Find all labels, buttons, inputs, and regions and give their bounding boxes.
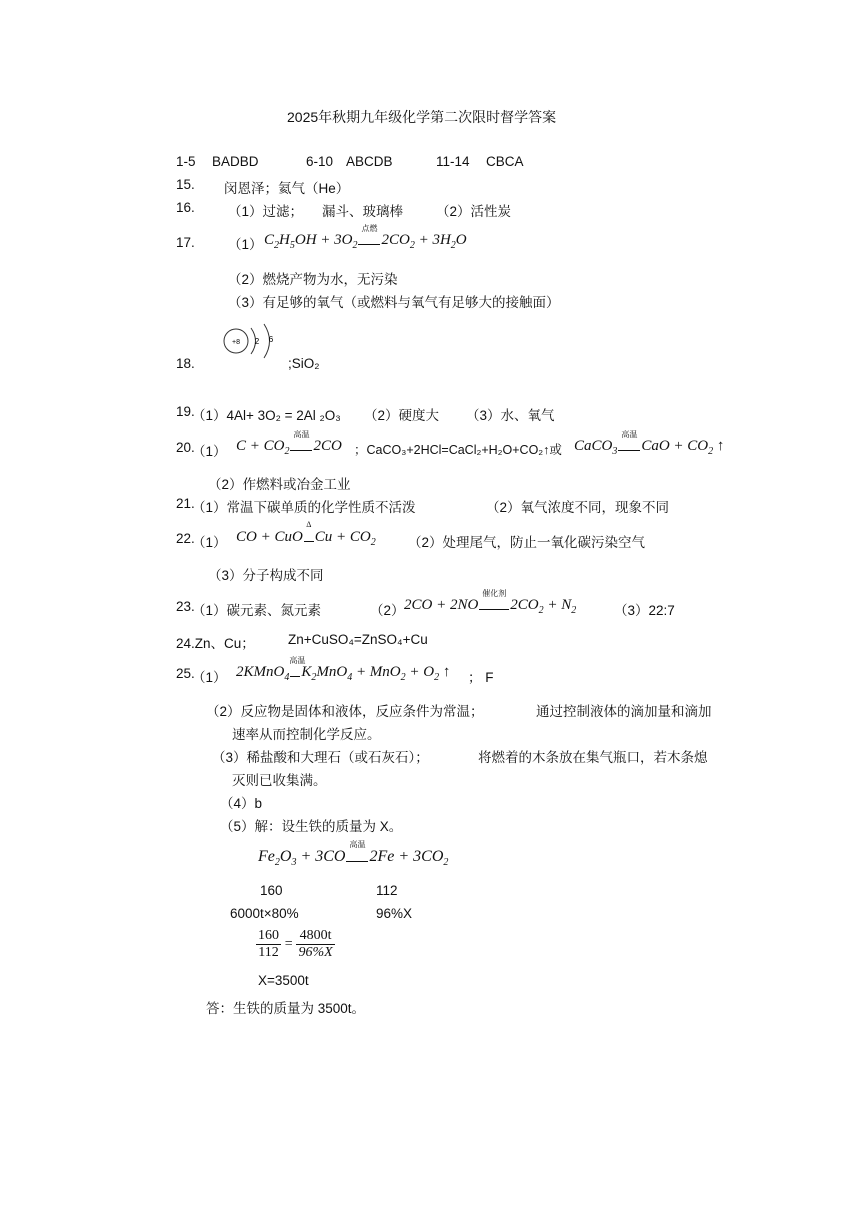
q17-condition: 点燃 xyxy=(361,224,378,233)
q25-part1-label: （1） xyxy=(192,670,227,685)
q19-part2: （2）硬度大 xyxy=(364,408,440,423)
q22-number: 22. xyxy=(176,531,195,546)
q19-part1: （1）4Al+ 3O₂ = 2Al ₂O₃ xyxy=(192,408,341,423)
q16-part1b: 漏斗、玻璃棒 xyxy=(322,204,403,219)
q17-part1-label: （1） xyxy=(228,237,263,252)
q20-part1-label: （1） xyxy=(192,444,227,459)
page-title: 2025年秋期九年级化学第二次限时督学答案 xyxy=(287,109,557,125)
mc-answer-2: ABCDB xyxy=(346,154,393,169)
q15-answer: 闵恩泽；氦气（He） xyxy=(224,181,350,196)
q25-part3-b: 将燃着的木条放在集气瓶口，若木条熄 xyxy=(478,750,708,765)
q25-part2-a: （2）反应物是固体和液体，反应条件为常温； xyxy=(206,704,484,719)
q18-number: 18. xyxy=(176,356,195,371)
q20-number: 20. xyxy=(176,440,195,455)
q23-part1: （1）碳元素、氮元素 xyxy=(192,603,322,618)
q21-number: 21. xyxy=(176,496,195,511)
q25-part3-a: （3）稀盐酸和大理石（或石灰石）； xyxy=(212,750,429,765)
proportion: $\frac{160}{112}$ = $\frac{4800t}{96\%X}$ xyxy=(258,928,333,960)
q20-condition-1: 高温 xyxy=(293,430,310,439)
q25-condition-1: 高温 xyxy=(289,656,306,665)
q25-condition-2: 高温 xyxy=(349,840,366,849)
q23-part3: （3）22:7 xyxy=(614,603,675,618)
q23-condition: 催化剂 xyxy=(482,589,507,598)
frac-denominator-2: 96%X xyxy=(298,945,333,960)
q25-part3-c: 灭则已收集满。 xyxy=(232,773,327,788)
q17-equation: $C_2H_5OH + 3O_2$ 点燃 $2CO_2 + 3H_2O$ xyxy=(264,224,467,251)
q17-part2: （2）燃烧产物为水，无污染 xyxy=(228,272,398,287)
q23-part2-label: （2） xyxy=(370,603,405,618)
molar-mass-fe: 112 xyxy=(376,883,398,898)
q15-number: 15. xyxy=(176,177,195,192)
q25-equation-2: $Fe_2O_3 + 3CO$ 高温 $2Fe + 3CO_2$ xyxy=(258,840,449,869)
frac-denominator-1: 112 xyxy=(258,945,279,960)
mc-answer-1: BADBD xyxy=(212,154,259,169)
q16-part2: （2）活性炭 xyxy=(436,204,512,219)
q18-answer: ;SiO₂ xyxy=(288,356,320,371)
q20-equation-1: $C + CO_2$ 高温 2CO xyxy=(236,430,342,457)
q25-part2-c: 速率从而控制化学反应。 xyxy=(232,727,381,742)
electron-shell-1: 2 xyxy=(254,337,260,346)
q20-equation-2: ；CaCO₃+2HCl=CaCl₂+H₂O+CO₂↑或 xyxy=(354,443,562,457)
mc-range-3: 11-14 xyxy=(436,154,470,169)
q22-part3: （3）分子构成不同 xyxy=(208,568,324,583)
q21-part1: （1）常温下碳单质的化学性质不活泼 xyxy=(192,500,416,515)
mc-answer-3: CBCA xyxy=(486,154,524,169)
q20-part2: （2）作燃料或冶金工业 xyxy=(208,477,351,492)
q22-equation: CO + CuO Δ $Cu + CO_2$ xyxy=(236,520,376,548)
q23-number: 23. xyxy=(176,599,195,614)
electron-shell-2: 6 xyxy=(268,335,274,344)
q25-part2-b: 通过控制液体的滴加量和滴加 xyxy=(536,704,712,719)
frac-numerator-2: 4800t xyxy=(296,928,334,945)
mass-fe2o3: 6000t×80% xyxy=(230,906,299,921)
q24-answer-1: 24.Zn、Cu； xyxy=(176,636,255,651)
mass-fe: 96%X xyxy=(376,906,413,921)
q17-number: 17. xyxy=(176,235,195,250)
q21-part2: （2）氧气浓度不同，现象不同 xyxy=(486,500,670,515)
result: X=3500t xyxy=(258,973,309,988)
q25-part5: （5）解：设生铁的质量为 X。 xyxy=(220,819,403,834)
molar-mass-fe2o3: 160 xyxy=(260,883,283,898)
q24-answer-2: Zn+CuSO₄=ZnSO₄+Cu xyxy=(288,632,428,647)
q25-number: 25. xyxy=(176,666,195,681)
q16-part1: （1）过滤； xyxy=(228,204,304,219)
q19-number: 19. xyxy=(176,404,195,419)
q20-equation-3: CaCO$_3$ 高温 CaO + $CO_2$ ↑ xyxy=(574,430,725,457)
nucleus-label: +8 xyxy=(232,339,240,346)
q22-part2: （2）处理尾气，防止一氧化碳污染空气 xyxy=(408,535,646,550)
q16-number: 16. xyxy=(176,200,195,215)
q22-part1-label: （1） xyxy=(192,535,227,550)
oxygen-atom-structure-diagram xyxy=(222,322,282,362)
q23-equation: 2CO + 2NO 催化剂 $2CO_2 + N_2$ xyxy=(404,589,577,616)
q22-condition: Δ xyxy=(306,520,312,529)
q25-part1-extra: ； F xyxy=(468,670,494,685)
mc-range-1: 1-5 xyxy=(176,154,196,169)
q20-condition-2: 高温 xyxy=(621,430,638,439)
frac-numerator-1: 160 xyxy=(258,928,279,943)
q25-equation-1: 2KMnO$_4$ 高温 $K_2MnO_4 + MnO_2 + O_2$ ↑ xyxy=(236,656,451,683)
final-answer: 答：生铁的质量为 3500t。 xyxy=(206,1001,366,1016)
q19-part3: （3）水、氧气 xyxy=(466,408,555,423)
q25-part4: （4）b xyxy=(220,796,263,811)
q17-part3: （3）有足够的氧气（或燃料与氧气有足够大的接触面） xyxy=(228,295,560,310)
mc-range-2: 6-10 xyxy=(306,154,334,169)
